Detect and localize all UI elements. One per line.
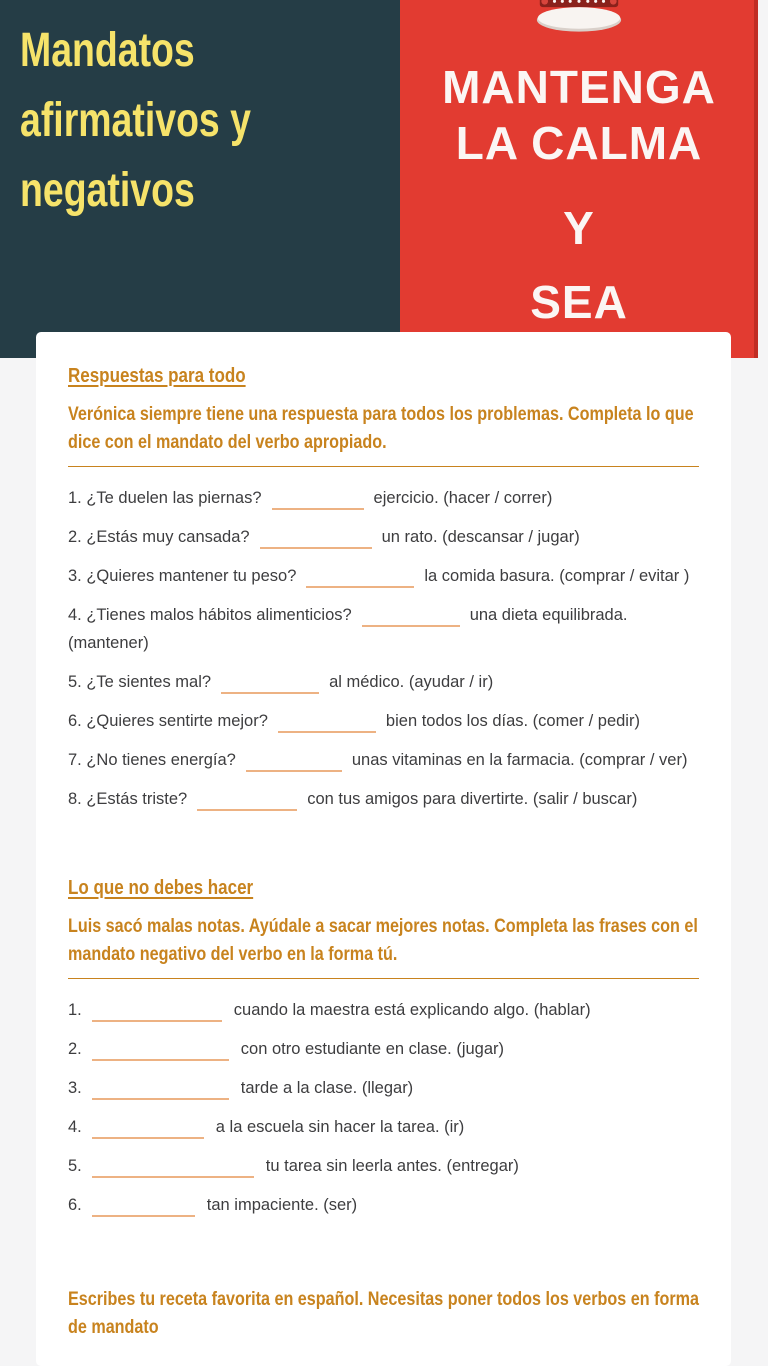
question-text: unas vitaminas en la farmacia. (comprar / ver) bbox=[351, 751, 688, 769]
question-text: cuando la maestra está explicando algo. (hablar) bbox=[233, 1001, 591, 1019]
answer-blank[interactable] bbox=[92, 998, 222, 1022]
section-respuestas-para-todo bbox=[68, 365, 699, 813]
question-text: al médico. (ayudar / ir) bbox=[329, 673, 494, 691]
question-text: bien todos los días. (comer / pedir) bbox=[385, 712, 640, 730]
question-text: 8. ¿Estás triste? bbox=[68, 790, 188, 808]
question-text: 3. ¿Quieres mantener tu peso? bbox=[68, 567, 297, 585]
answer-blank[interactable] bbox=[362, 603, 460, 627]
section-instructions: Verónica siempre tiene una respuesta para todos los problemas. Completa lo que dice con el mandato del verbo apropiado. bbox=[68, 404, 694, 453]
poster-text-line: LA CALMA bbox=[455, 117, 703, 169]
section-divider bbox=[68, 978, 699, 979]
question-text: 2. ¿Estás muy cansada? bbox=[68, 528, 250, 546]
page-title bbox=[20, 16, 251, 226]
poster-text-line: MANTENGA bbox=[442, 61, 716, 113]
question-number: 4. bbox=[68, 1118, 82, 1136]
question-text: con otro estudiante en clase. (jugar) bbox=[240, 1040, 505, 1058]
answer-blank[interactable] bbox=[221, 670, 319, 694]
question-number: 5. bbox=[68, 1157, 82, 1175]
crown-icon bbox=[530, 0, 628, 33]
question-row bbox=[68, 484, 699, 512]
page-title-line: Mandatos bbox=[20, 24, 195, 77]
answer-blank[interactable] bbox=[260, 525, 372, 549]
answer-blank[interactable] bbox=[306, 564, 414, 588]
question-text: la comida basura. (comprar / evitar ) bbox=[424, 567, 690, 585]
question-text: 4. ¿Tienes malos hábitos alimenticios? bbox=[68, 606, 352, 624]
answer-blank[interactable] bbox=[92, 1076, 229, 1100]
question-row bbox=[68, 707, 699, 735]
poster-text-line: SEA bbox=[530, 276, 628, 328]
question-text: 1. ¿Te duelen las piernas? bbox=[68, 489, 262, 507]
section-heading: Lo que no debes hacer bbox=[68, 877, 254, 899]
question-row bbox=[68, 746, 699, 774]
question-text: 7. ¿No tienes energía? bbox=[68, 751, 236, 769]
question-number: 6. bbox=[68, 1196, 82, 1214]
question-row bbox=[68, 562, 699, 590]
question-row bbox=[68, 785, 699, 813]
page-title-line: negativos bbox=[20, 164, 195, 217]
answer-blank[interactable] bbox=[278, 709, 376, 733]
question-row bbox=[68, 601, 699, 657]
answer-blank[interactable] bbox=[92, 1193, 195, 1217]
question-text: a la escuela sin hacer la tarea. (ir) bbox=[215, 1118, 465, 1136]
question-text: ejercicio. (hacer / correr) bbox=[373, 489, 553, 507]
poster-text-line: Y bbox=[563, 202, 595, 254]
section-lo-que-no-debes-hacer bbox=[68, 877, 699, 1219]
answer-blank[interactable] bbox=[246, 748, 342, 772]
question-text: tarde a la clase. (llegar) bbox=[240, 1079, 414, 1097]
keep-calm-poster-image bbox=[400, 0, 758, 358]
question-row bbox=[68, 1113, 699, 1141]
question-text: con tus amigos para divertirte. (salir / buscar) bbox=[307, 790, 638, 808]
answer-blank[interactable] bbox=[92, 1115, 204, 1139]
question-text: tu tarea sin leerla antes. (entregar) bbox=[265, 1157, 519, 1175]
section-instructions: Luis sacó malas notas. Ayúdale a sacar mejores notas. Completa las frases con el mandato negativo del verbo en la forma tú. bbox=[68, 916, 698, 965]
question-row bbox=[68, 1074, 699, 1102]
question-text: 5. ¿Te sientes mal? bbox=[68, 673, 212, 691]
answer-blank[interactable] bbox=[197, 787, 297, 811]
footer-prompt: Escribes tu receta favorita en español. Necesitas poner todos los verbos en forma de mandato bbox=[68, 1289, 699, 1338]
question-row bbox=[68, 1191, 699, 1219]
worksheet-card bbox=[36, 332, 731, 1366]
question-row bbox=[68, 523, 699, 551]
section-heading: Respuestas para todo bbox=[68, 365, 246, 387]
header-band bbox=[0, 0, 400, 358]
answer-blank[interactable] bbox=[272, 486, 364, 510]
question-row bbox=[68, 668, 699, 696]
question-number: 1. bbox=[68, 1001, 82, 1019]
question-row bbox=[68, 996, 699, 1024]
question-row bbox=[68, 1152, 699, 1180]
page-title-line: afirmativos y bbox=[20, 94, 251, 147]
question-row bbox=[68, 1035, 699, 1063]
question-text: 6. ¿Quieres sentirte mejor? bbox=[68, 712, 268, 730]
question-number: 2. bbox=[68, 1040, 82, 1058]
question-text: una dieta equilibrada. (mantener) bbox=[68, 606, 628, 652]
question-text: tan impaciente. (ser) bbox=[206, 1196, 358, 1214]
answer-blank[interactable] bbox=[92, 1154, 254, 1178]
question-text: un rato. (descansar / jugar) bbox=[381, 528, 580, 546]
question-number: 3. bbox=[68, 1079, 82, 1097]
answer-blank[interactable] bbox=[92, 1037, 229, 1061]
section-divider bbox=[68, 466, 699, 467]
